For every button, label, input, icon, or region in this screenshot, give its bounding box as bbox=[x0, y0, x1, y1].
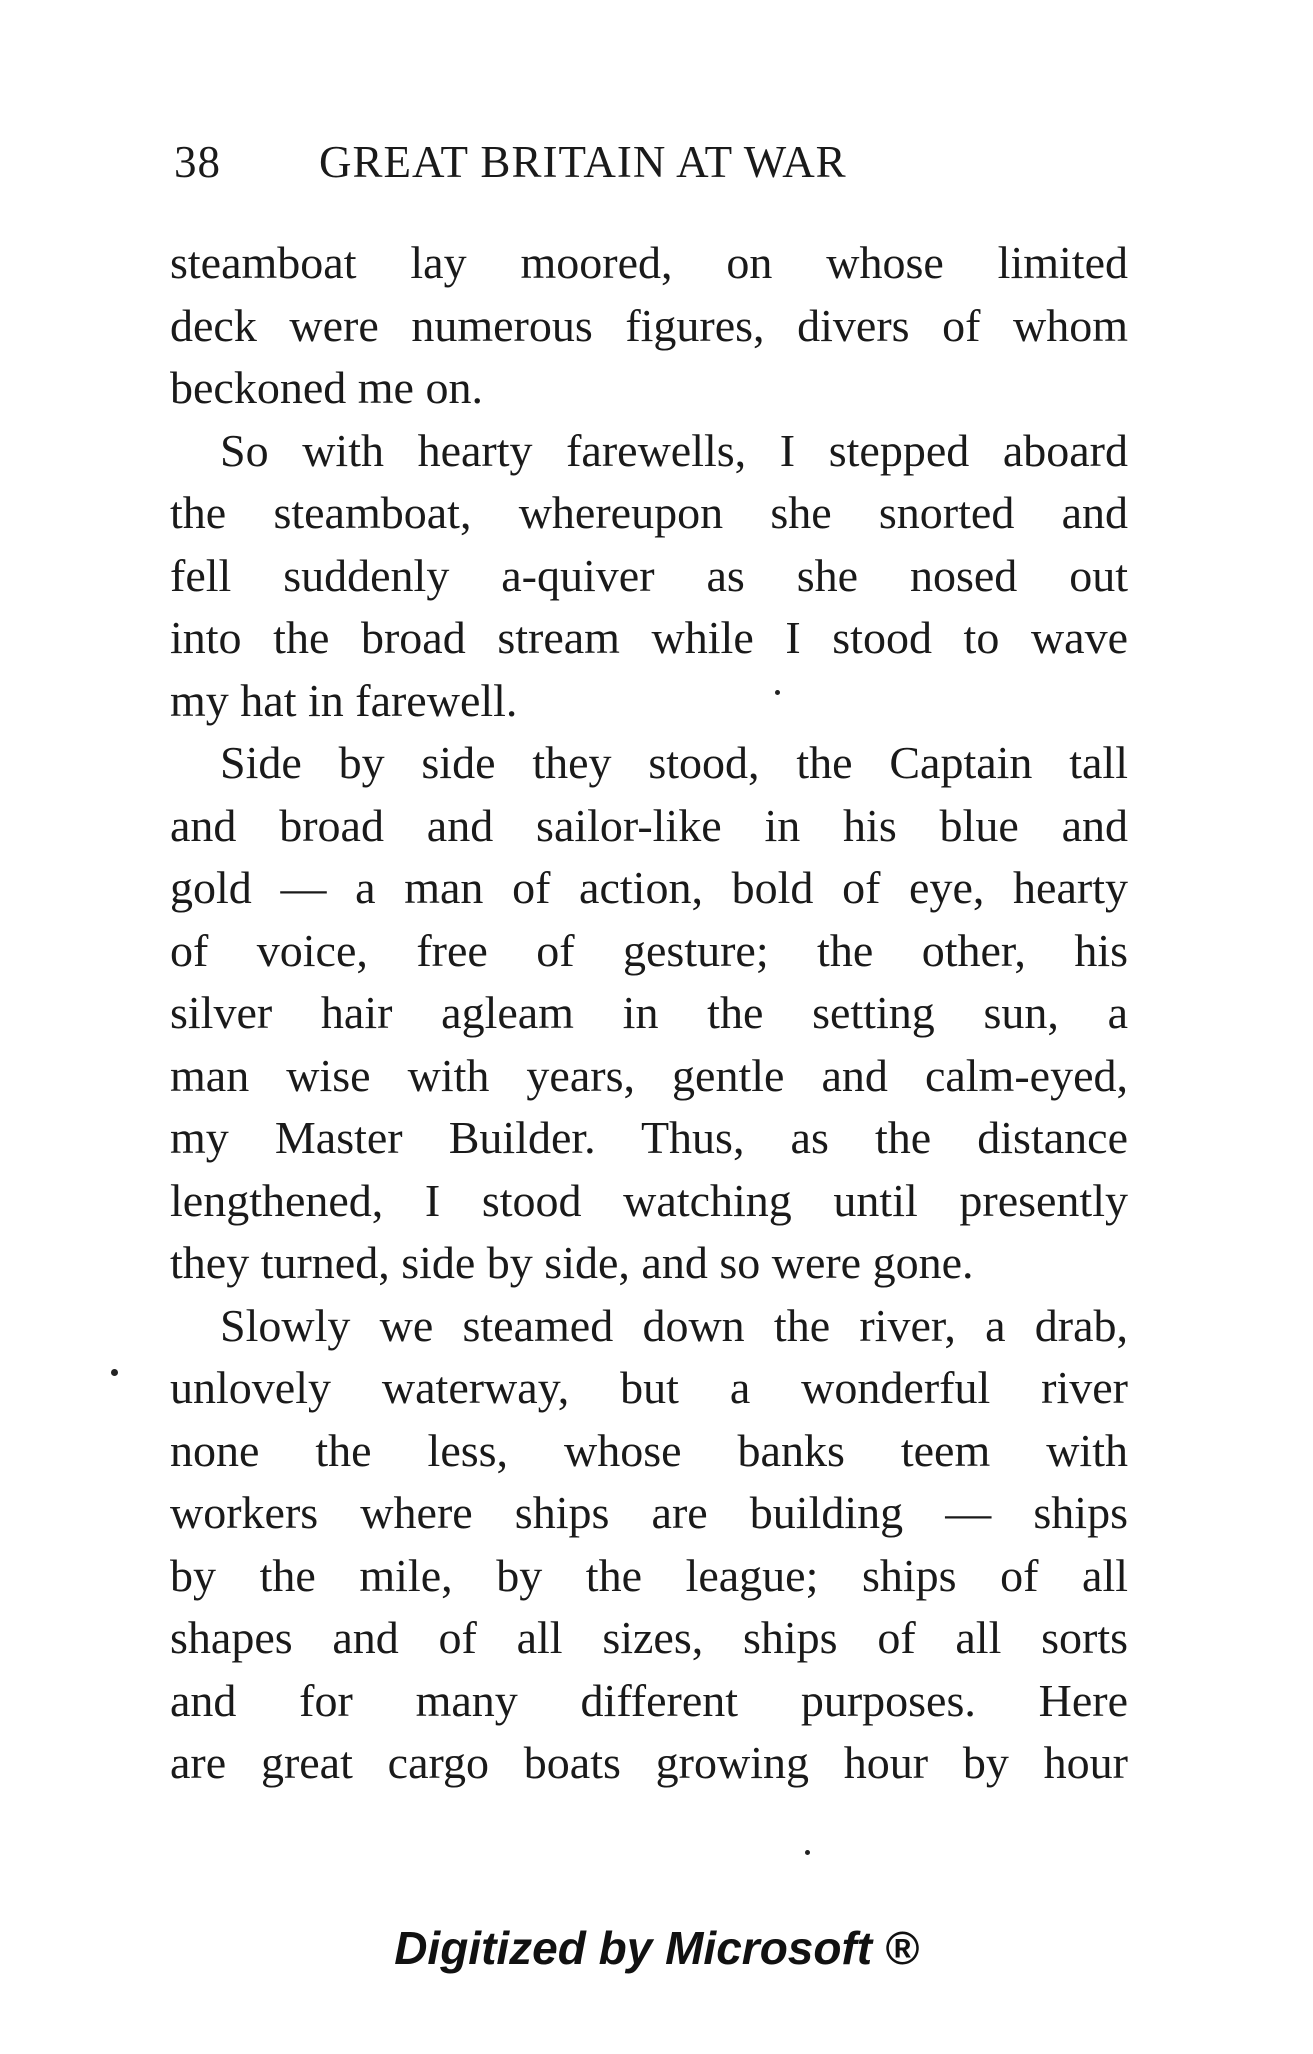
text-line: shapes and of all sizes, ships of all sorts bbox=[170, 1612, 1128, 1663]
running-title: GREAT BRITAIN AT WAR bbox=[319, 137, 847, 187]
text-line: none the less, whose banks teem with bbox=[170, 1424, 1128, 1476]
digitization-watermark: Digitized by Microsoft ® bbox=[394, 1922, 919, 1974]
text-line: beckoned me on. bbox=[170, 362, 483, 413]
text-line: So with hearty farewells, I stepped aboard bbox=[220, 424, 1128, 476]
text-line: are great cargo boats growing hour by hour bbox=[170, 1737, 1128, 1788]
text-line: lengthened, I stood watching until presently bbox=[170, 1174, 1128, 1226]
scan-speck bbox=[805, 1850, 810, 1855]
text-line: deck were numerous figures, divers of whom bbox=[170, 299, 1128, 351]
text-line: steamboat lay moored, on whose limited bbox=[170, 237, 1128, 288]
text-line: my hat in farewell. bbox=[170, 674, 518, 726]
text-line: and broad and sailor-like in his blue and bbox=[170, 799, 1128, 851]
text-line: my Master Builder. Thus, as the distance bbox=[170, 1112, 1128, 1163]
text-line: Side by side they stood, the Captain tall bbox=[220, 737, 1128, 788]
text-line: workers where ships are building — ships bbox=[170, 1487, 1128, 1538]
paragraph bbox=[170, 732, 1128, 1295]
page-number: 38 bbox=[174, 137, 221, 187]
text-line: they turned, side by side, and so were gone. bbox=[170, 1237, 974, 1288]
paragraph bbox=[170, 1295, 1128, 1795]
text-line: unlovely waterway, but a wonderful river bbox=[170, 1362, 1128, 1413]
text-line: of voice, free of gesture; the other, his bbox=[170, 924, 1128, 976]
paragraph bbox=[170, 232, 1128, 420]
scan-speck bbox=[775, 690, 780, 695]
text-line: into the broad stream while I stood to wave bbox=[170, 612, 1128, 663]
text-line: gold — a man of action, bold of eye, hearty bbox=[170, 862, 1128, 913]
text-line: silver hair agleam in the setting sun, a bbox=[170, 987, 1128, 1038]
text-line: Slowly we steamed down the river, a drab, bbox=[220, 1299, 1128, 1351]
text-line: man wise with years, gentle and calm-eyed, bbox=[170, 1049, 1128, 1101]
paragraph bbox=[170, 420, 1128, 733]
scan-speck bbox=[111, 1369, 118, 1376]
body-text bbox=[170, 232, 1128, 1795]
text-line: fell suddenly a-quiver as she nosed out bbox=[170, 549, 1128, 601]
text-line: the steamboat, whereupon she snorted and bbox=[170, 487, 1128, 538]
running-head bbox=[174, 132, 1134, 192]
text-line: and for many different purposes. Here bbox=[170, 1674, 1128, 1726]
text-line: by the mile, by the league; ships of all bbox=[170, 1549, 1128, 1601]
